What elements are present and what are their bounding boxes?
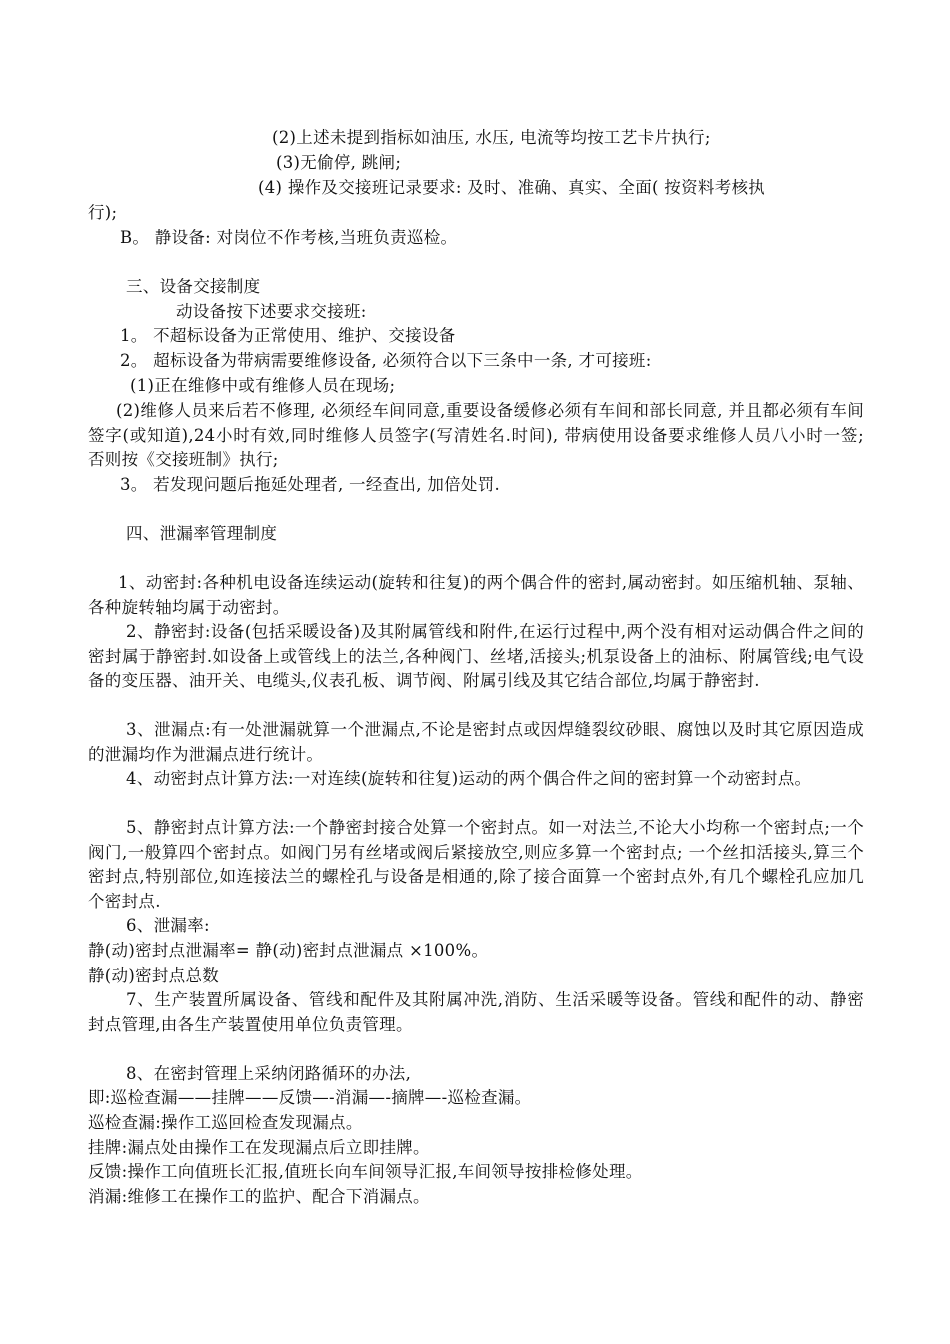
text-line: 即:巡检查漏——挂牌——反馈—-消漏—-摘牌—-巡检查漏。: [88, 1088, 532, 1107]
paragraph: 2、静密封:设备(包括采暖设备)及其附属管线和附件,在运行过程中,两个没有相对运动偶合件之间的密封属于静密封.如设备上或管线上的法兰,各种阀门、丝堵,活接头;机泵设备上的油标、附属管线;电气设备的变压器、油开关、电缆头,仪表孔板、调节阀、附属引线及其它结合部位,均属于静密封.: [88, 622, 864, 690]
text-line: 消漏:维修工在操作工的监护、配合下消漏点。: [88, 1187, 430, 1206]
text-line: 行);: [88, 203, 118, 222]
paragraph: 5、静密封点计算方法:一个静密封接合处算一个密封点。如一对法兰,不论大小均称一个密封点;一个阀门,一般算四个密封点。如阀门另有丝堵或阀后紧接放空,则应多算一个密封点; 一个丝扣活接头,算三个密封点,特别部位,如连接法兰的螺栓孔与设备是相通的,除了接合面算一个密封点外,有几个螺栓孔应加几个密封点.: [88, 818, 864, 911]
text-line: B。 静设备: 对岗位不作考核,当班负责巡检。: [120, 228, 458, 247]
text-line: (3)无偷停, 跳闸;: [276, 153, 402, 172]
text-line: 8、在密封管理上采纳闭路循环的办法,: [126, 1064, 412, 1083]
paragraph: (2)维修人员来后若不修理, 必须经车间同意,重要设备缓修必须有车间和部长同意, 并且都必须有车间签字(或知道),24小时有效,同时维修人员签字(写清姓名.时间), 带病使用设备要求维修人员八小时一签; 否则按《交接班制》执行;: [88, 401, 864, 469]
list-item: 2。 超标设备为带病需要维修设备, 必须符合以下三条中一条, 才可接班:: [120, 351, 652, 370]
text-line: 巡检查漏:操作工巡回检查发现漏点。: [88, 1113, 363, 1132]
list-item: 3。 若发现问题后拖延处理者, 一经查出, 加倍处罚.: [120, 475, 501, 494]
paragraph: 3、泄漏点:有一处泄漏就算一个泄漏点,不论是密封点或因焊缝裂纹砂眼、腐蚀以及时其它原因造成的泄漏均作为泄漏点进行统计。: [88, 720, 864, 764]
text-line: 动设备按下述要求交接班:: [176, 302, 367, 321]
text-line: (4) 操作及交接班记录要求: 及时、准确、真实、全面( 按资料考核执: [258, 178, 766, 197]
text-line: 挂牌:漏点处由操作工在发现漏点后立即挂牌。: [88, 1138, 430, 1157]
section-heading: 三、设备交接制度: [126, 277, 261, 296]
formula-line: 静(动)密封点总数: [88, 966, 220, 985]
text-line: 反馈:操作工向值班长汇报,值班长向车间领导汇报,车间领导按排检修处理。: [88, 1162, 643, 1181]
paragraph: 7、生产装置所属设备、管线和配件及其附属冲洗,消防、生活采暖等设备。管线和配件的动、静密封点管理,由各生产装置使用单位负责管理。: [88, 990, 864, 1034]
formula-line: 静(动)密封点泄漏率= 静(动)密封点泄漏点 ×100%。: [88, 941, 489, 960]
paragraph: 4、动密封点计算方法:一对连续(旋转和往复)运动的两个偶合件之间的密封算一个动密封点。: [126, 769, 812, 788]
text-line: (2)上述未提到指标如油压, 水压, 电流等均按工艺卡片执行;: [272, 128, 711, 147]
section-heading: 四、泄漏率管理制度: [126, 524, 278, 543]
list-item: (1)正在维修中或有维修人员在现场;: [130, 376, 396, 395]
list-item: 1。 不超标设备为正常使用、维护、交接设备: [120, 326, 456, 345]
text-line: 6、泄漏率:: [126, 916, 210, 935]
paragraph: 1、动密封:各种机电设备连续运动(旋转和往复)的两个偶合件的密封,属动密封。如压缩机轴、泵轴、各种旋转轴均属于动密封。: [88, 573, 864, 617]
